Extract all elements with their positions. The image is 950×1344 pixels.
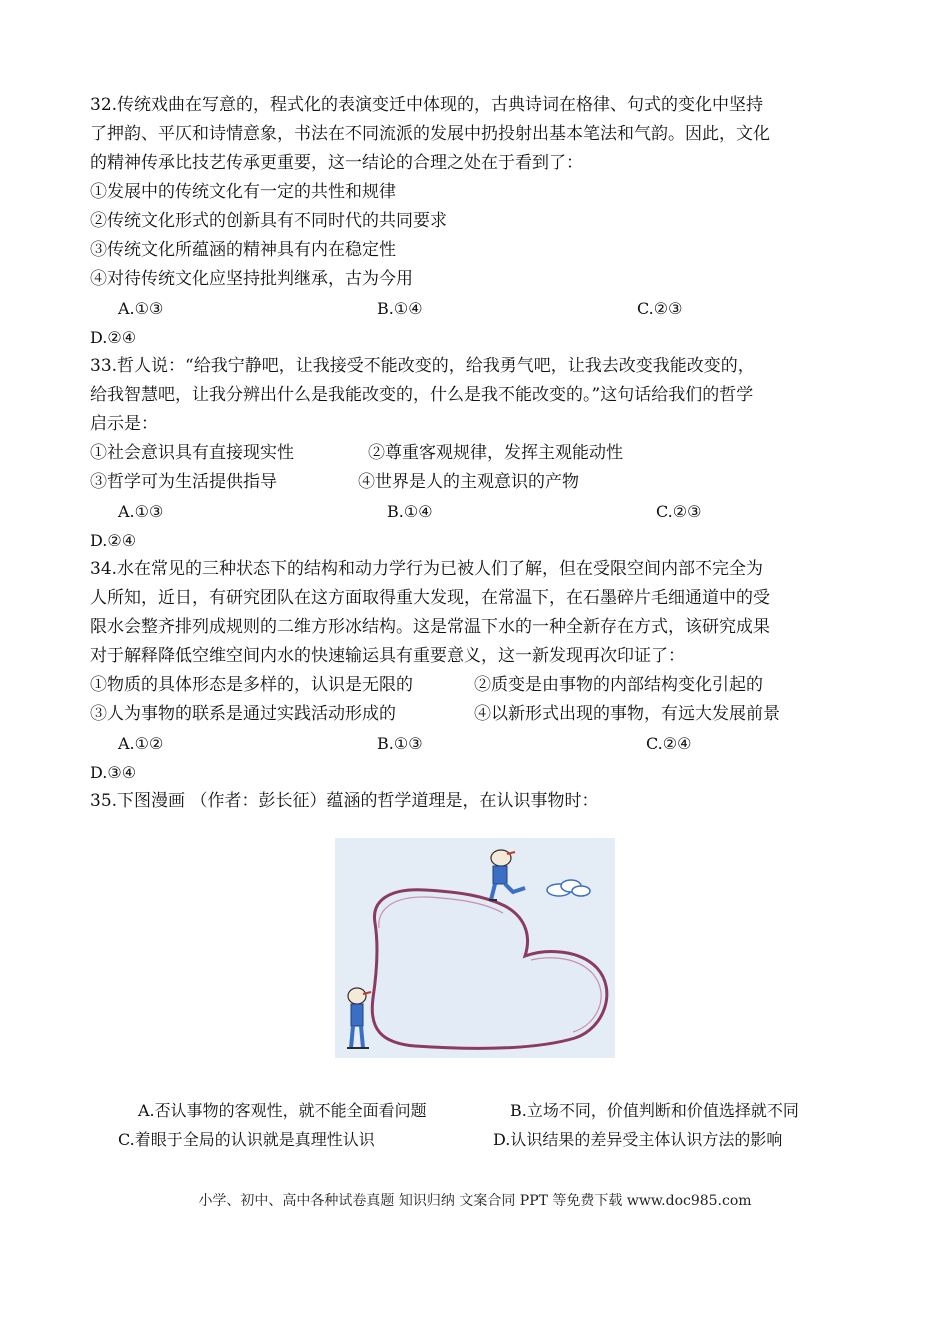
q32-option-b[interactable]: B.①④ <box>377 299 423 318</box>
q34-item-4: ④以新形式出现的事物，有远大发展前景 <box>474 704 780 724</box>
q32-option-d[interactable]: D.②④ <box>90 328 137 347</box>
cartoon-image <box>335 838 615 1058</box>
q33-stem-line-3: 启示是： <box>90 414 158 434</box>
q34-stem-line-2: 人所知，近日，有研究团队在这方面取得重大发现，在常温下，在石墨碎片毛细通道中的受 <box>90 588 770 608</box>
q32-item-1: ①发展中的传统文化有一定的共性和规律 <box>90 182 396 202</box>
q35-stem: 35.下图漫画 （作者：彭长征）蕴涵的哲学道理是，在认识事物时： <box>90 791 599 811</box>
q32-stem-line-1: 32.传统戏曲在写意的，程式化的表演变迁中体现的，古典诗词在格律、句式的变化中坚持 <box>90 95 764 115</box>
q34-option-d[interactable]: D.③④ <box>90 763 137 782</box>
q32-stem-line-2: 了押韵、平仄和诗情意象，书法在不同流派的发展中扔投射出基本笔法和气韵。因此，文化 <box>90 124 770 144</box>
q35-option-b[interactable]: B.立场不同，价值判断和价值选择就不同 <box>510 1101 799 1120</box>
q33-option-a[interactable]: A.①③ <box>118 502 164 521</box>
q34-option-c[interactable]: C.②④ <box>646 734 692 753</box>
q33-item-3: ③哲学可为生活提供指导 <box>90 472 277 492</box>
q34-stem-line-4: 对于解释降低空维空间内水的快速输运具有重要意义，这一新发现再次印证了： <box>90 646 685 666</box>
q35-option-a[interactable]: A.否认事物的客观性，就不能全面看问题 <box>138 1101 427 1120</box>
page-footer: 小学、初中、高中各种试卷真题 知识归纳 文案合同 PPT 等免费下载 www.doc985.com <box>198 1193 752 1209</box>
q33-item-2: ②尊重客观规律，发挥主观能动性 <box>368 443 623 463</box>
q33-item-1: ①社会意识具有直接现实性 <box>90 443 294 463</box>
q33-option-d[interactable]: D.②④ <box>90 531 137 550</box>
q32-option-c[interactable]: C.②③ <box>637 299 683 318</box>
q35-option-c[interactable]: C.着眼于全局的认识就是真理性认识 <box>118 1130 375 1149</box>
cartoon-drawing <box>335 838 615 1058</box>
q33-option-b[interactable]: B.①④ <box>387 502 433 521</box>
q34-item-2: ②质变是由事物的内部结构变化引起的 <box>474 675 763 695</box>
q35-option-d[interactable]: D.认识结果的差异受主体认识方法的影响 <box>493 1130 783 1149</box>
q34-option-a[interactable]: A.①② <box>118 734 164 753</box>
q32-option-a[interactable]: A.①③ <box>118 299 164 318</box>
q32-item-2: ②传统文化形式的创新具有不同时代的共同要求 <box>90 211 447 231</box>
q33-item-4: ④世界是人的主观意识的产物 <box>358 472 579 492</box>
q33-stem-line-2: 给我智慧吧，让我分辨出什么是我能改变的，什么是我不能改变的。”这句话给我们的哲学 <box>90 385 754 405</box>
q32-item-3: ③传统文化所蕴涵的精神具有内在稳定性 <box>90 240 396 260</box>
q34-item-1: ①物质的具体形态是多样的，认识是无限的 <box>90 675 413 695</box>
q34-item-3: ③人为事物的联系是通过实践活动形成的 <box>90 704 396 724</box>
q32-item-4: ④对待传统文化应坚持批判继承，古为今用 <box>90 269 413 289</box>
q33-stem-line-1: 33.哲人说：“给我宁静吧，让我接受不能改变的，给我勇气吧，让我去改变我能改变的， <box>90 356 755 376</box>
q32-stem-line-3: 的精神传承比技艺传承更重要，这一结论的合理之处在于看到了： <box>90 153 583 173</box>
q34-option-b[interactable]: B.①③ <box>377 734 423 753</box>
q34-stem-line-3: 限水会整齐排列成规则的二维方形冰结构。这是常温下水的一种全新存在方式，该研究成果 <box>90 617 770 637</box>
q34-stem-line-1: 34.水在常见的三种状态下的结构和动力学行为已被人们了解，但在受限空间内部不完全为 <box>90 559 764 579</box>
q33-option-c[interactable]: C.②③ <box>656 502 702 521</box>
